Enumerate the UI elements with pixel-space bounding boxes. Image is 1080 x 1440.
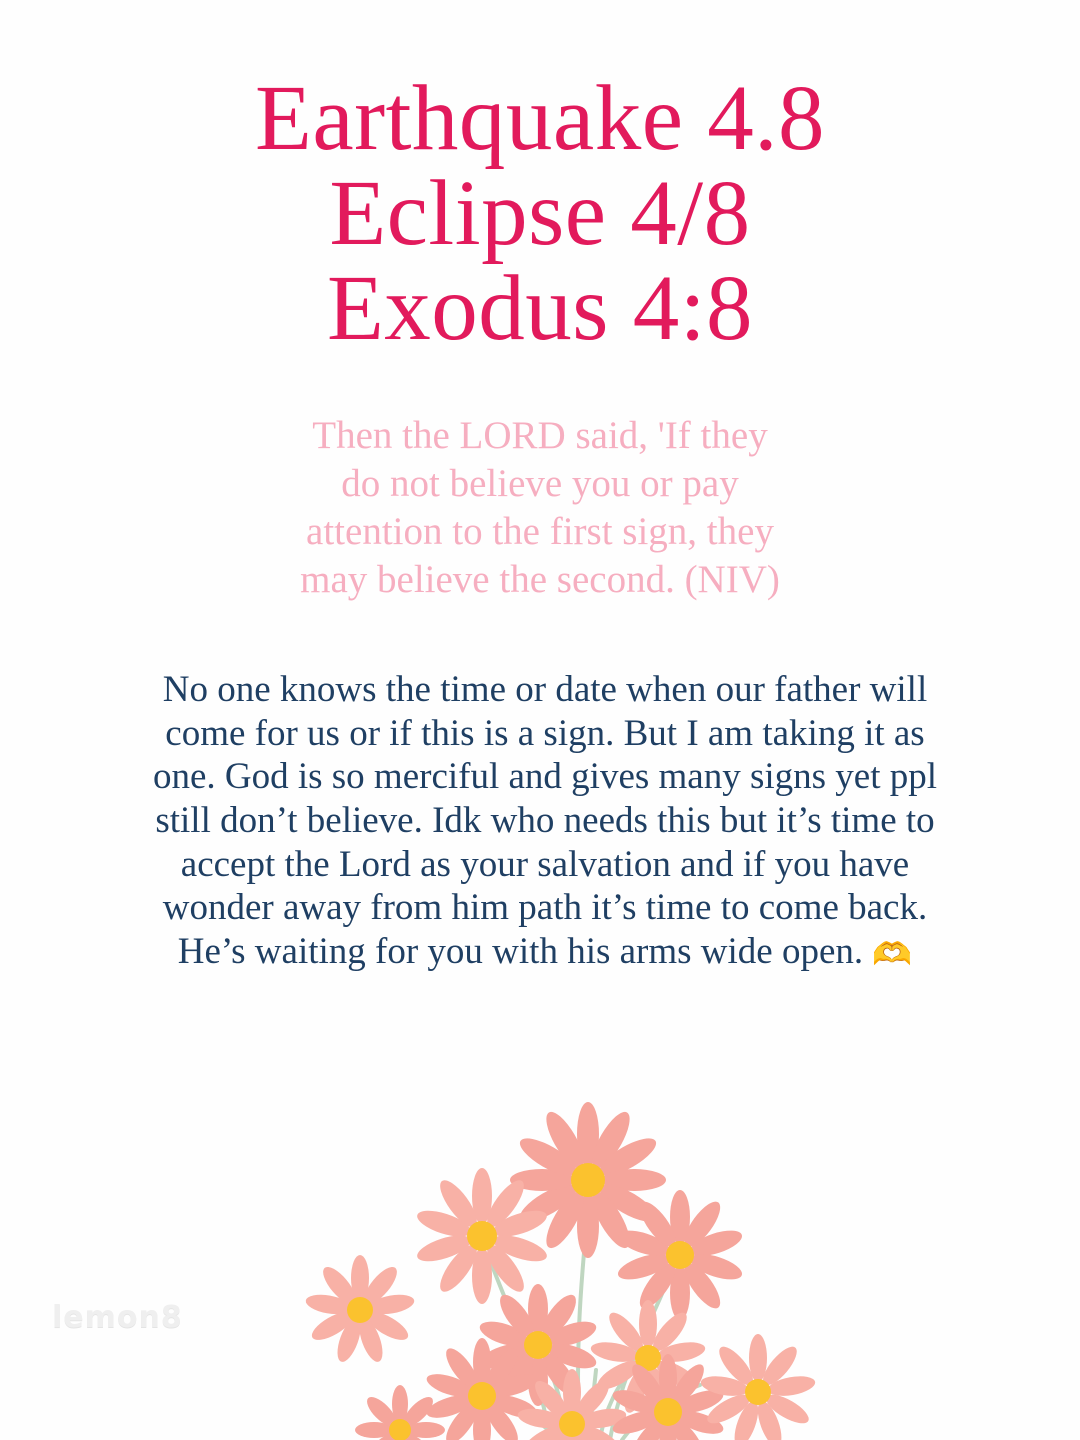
message-text: No one knows the time or date when our father will come for us or if this is a sign. But I am taking it as one. God is so merciful and gives many signs yet ppl still don’t believe. Idk who needs this but it’s time to accept the Lord as your salvation and if you have wonder away from him path it’s time to come back. He’s waiting for you with his arms wide open.: [152, 669, 938, 972]
lemon8-watermark: lemon8: [52, 1300, 183, 1335]
scripture-verse: Then the LORD said, 'If they do not believe you or pay attention to the first sign, they may believe the second. (NIV): [300, 414, 780, 601]
heart-hands-emoji-icon: 🫶: [872, 934, 913, 973]
headline-line-1: Earthquake 4.8: [255, 67, 825, 170]
headline-line-3: Exodus 4:8: [326, 256, 754, 360]
message-paragraph: [150, 668, 940, 974]
daisy-illustration: [250, 1040, 870, 1440]
headline-block: [0, 67, 1080, 360]
headline-line-2: Eclipse 4/8: [329, 161, 751, 265]
